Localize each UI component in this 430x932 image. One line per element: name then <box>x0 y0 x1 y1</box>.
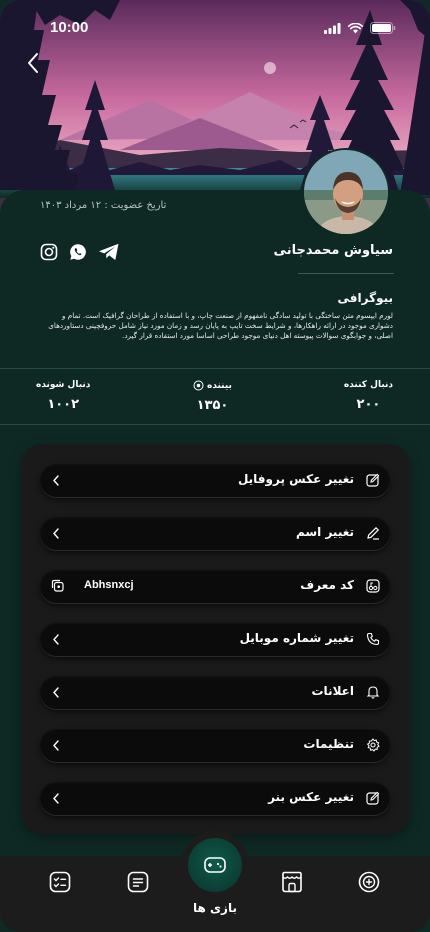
wifi-icon <box>348 23 363 34</box>
copy-icon[interactable] <box>50 578 65 593</box>
instagram-icon[interactable] <box>40 243 58 261</box>
stat-following-value: ۱۰۰۲ <box>47 397 80 412</box>
chevron-left-icon <box>52 474 60 487</box>
eye-icon <box>193 380 204 391</box>
store-icon[interactable] <box>280 870 304 894</box>
chevron-left-icon <box>52 686 60 699</box>
stats-divider-top <box>0 368 430 369</box>
notifications-label: اعلانات <box>311 684 354 698</box>
referral-code-row <box>40 570 390 603</box>
stat-followers-label: دنبال کننده <box>343 380 393 390</box>
nav-center-label: بازی ها <box>193 901 237 915</box>
nav-games-button[interactable] <box>188 838 242 892</box>
stat-following-label: دنبال شونده <box>36 380 91 390</box>
pencil-icon <box>366 526 380 540</box>
change-name-label: تغییر اسم <box>295 525 354 539</box>
stat-viewers-label-row <box>193 380 232 391</box>
back-chevron-icon[interactable] <box>22 50 44 76</box>
change-banner-button[interactable] <box>40 782 390 815</box>
checklist-icon[interactable] <box>48 870 72 894</box>
chevron-left-icon <box>52 739 60 752</box>
edit-square-icon <box>366 473 380 487</box>
referral-code-value: Abhsnxcj <box>84 579 134 591</box>
change-banner-label: تغییر عکس بنر <box>268 790 354 804</box>
chevron-left-icon <box>52 527 60 540</box>
settings-panel <box>21 444 410 834</box>
status-time: 10:00 <box>50 19 89 36</box>
change-phone-label: تغییر شماره موبایل <box>239 631 354 645</box>
notifications-button[interactable] <box>40 676 390 709</box>
change-profile-photo-label: تغییر عکس پروفایل <box>237 472 354 486</box>
change-profile-photo-button[interactable] <box>40 464 390 497</box>
social-links <box>40 243 120 261</box>
settings-button[interactable] <box>40 729 390 762</box>
referral-code-label: کد معرف <box>300 578 354 592</box>
bell-icon <box>366 685 380 699</box>
status-icons <box>324 22 396 34</box>
chevron-left-icon <box>52 633 60 646</box>
document-icon[interactable] <box>126 870 150 894</box>
change-phone-button[interactable] <box>40 623 390 656</box>
profile-name: سیاوش محمدجانی <box>273 243 393 258</box>
stat-viewers-value: ۱۳۵۰ <box>196 398 229 413</box>
plus-circle-icon[interactable] <box>357 870 381 894</box>
bio-text: لورم ایپسوم متن ساختگی با تولید سادگی نامفهوم از صنعت چاپ، و با استفاده از طراحان گرافیک است. تمام و دشواری موجود در ارائه راهکارها، و شرایط سخت تایپ به پایان رسد و زمان مورد نیاز شامل حروفچینی دستاوردهای اصلی، و جوابگوی سوالات پیوسته اهل دنیای موجود طراحی اساسا مورد استفاده قرار گیرد. <box>48 311 393 340</box>
signal-icon <box>324 23 341 34</box>
avatar[interactable] <box>302 148 390 236</box>
status-bar <box>0 18 430 40</box>
referral-icon <box>366 579 380 593</box>
stat-followers[interactable] <box>344 380 393 412</box>
bio-title: بیوگرافی <box>337 291 393 305</box>
stat-viewers[interactable] <box>193 380 232 413</box>
edit-square-icon <box>366 791 380 805</box>
stat-followers-value: ۲۰۰ <box>356 397 381 412</box>
stat-following[interactable] <box>36 380 90 412</box>
chevron-left-icon <box>52 792 60 805</box>
gear-icon <box>366 738 380 752</box>
gamepad-icon <box>203 853 227 877</box>
settings-label: تنظیمات <box>303 737 354 751</box>
phone-icon <box>366 632 380 646</box>
whatsapp-icon[interactable] <box>69 243 87 261</box>
telegram-icon[interactable] <box>98 243 120 261</box>
stat-viewers-label: بیننده <box>207 380 232 391</box>
join-date: تاریخ عضویت : ۱۲ مرداد ۱۴۰۳ <box>40 200 167 211</box>
battery-icon <box>370 22 396 34</box>
stats-divider-bottom <box>0 424 430 425</box>
change-name-button[interactable] <box>40 517 390 550</box>
name-divider <box>298 273 394 274</box>
